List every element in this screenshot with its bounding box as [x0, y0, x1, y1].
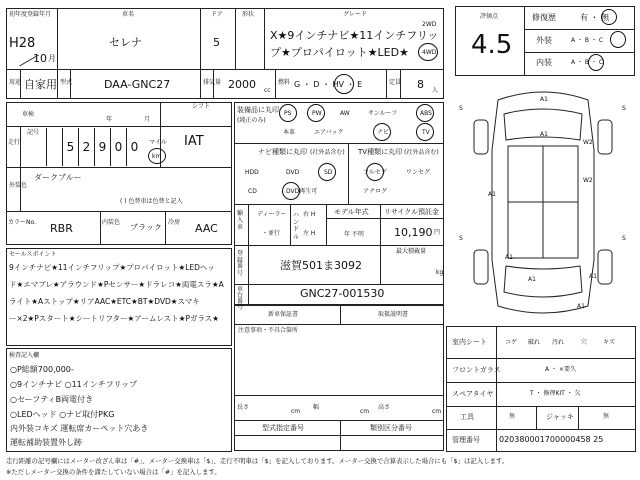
dimensions-block	[234, 395, 444, 451]
tv-fullseg: フルセグ	[363, 169, 387, 176]
body-type-label: 形状	[242, 11, 255, 18]
drive-4wd-circle	[418, 43, 438, 61]
navi-dvd: DVD	[286, 169, 300, 176]
mile-label: マイル	[149, 139, 167, 146]
month-unit: 月	[48, 54, 56, 63]
mileage-digits	[46, 128, 146, 166]
fuel-label: 燃料	[278, 79, 291, 86]
jack-value: 無	[603, 413, 610, 420]
equip-tv-circle	[416, 123, 434, 141]
inspector-line-6: 運転補助装置外し跡	[10, 438, 82, 447]
doors-value: 5	[213, 36, 220, 49]
windshield-value: A ・ ×要久	[545, 366, 576, 373]
model-year-label: モデル年式	[334, 208, 369, 216]
drive-4wd: 4WD	[422, 49, 437, 56]
diag-label-4: W2	[583, 177, 593, 184]
equipment-title: 装備品に丸印	[237, 106, 279, 114]
height-unit: cm	[432, 408, 442, 415]
fuel-hv-circle	[334, 74, 354, 94]
windshield-label: フロントガラス	[452, 366, 501, 374]
tv-analog: アナログ	[363, 188, 388, 195]
repair-options: 有 ・ 無	[580, 13, 610, 22]
drive-2wd: 2WD	[422, 21, 437, 28]
navi-note: (社外品含む)	[310, 149, 345, 156]
shaken-month-unit: 月	[144, 116, 151, 123]
equip-navi-circle	[373, 123, 391, 141]
grade-line-2: プ★プロパイロット★LED★	[270, 46, 409, 59]
equip-leather: 本革	[283, 129, 296, 136]
navi-dvd-play: DVD再生可	[286, 188, 318, 195]
mgmt-value: 020380001700000458 25	[499, 435, 604, 444]
repair-none-circle	[601, 9, 617, 25]
diag-label-5: A1	[488, 191, 496, 198]
exterior-grade-options: A ・ B ・ C	[571, 37, 604, 44]
notes-title: 注意事項・不具合箇所	[238, 327, 299, 334]
capacity-label: 定員	[389, 79, 402, 86]
recycle-label: リサイクル預託金	[384, 208, 440, 216]
first-reg-month: 10	[33, 52, 47, 65]
diag-label-9: A1	[589, 273, 597, 280]
equip-abs: ABS	[420, 110, 432, 117]
spare-value: T ・ 修理KIT ・ 欠	[530, 390, 581, 397]
shaken-year-unit: 年	[106, 116, 113, 123]
import-parallel: ・並行	[262, 230, 281, 237]
equip-abs-circle	[416, 104, 434, 122]
car-outline-diagram	[468, 80, 618, 324]
digits-label: 記号	[27, 129, 40, 136]
yen-unit: 円	[434, 229, 441, 236]
inspector-line-2: ○9インチナビ ○11インチフリップ	[10, 380, 138, 389]
interior-item-hole: 穴	[581, 339, 588, 346]
interior-color-label: 内装色	[102, 219, 121, 226]
import-dealer: ディーラー	[257, 211, 287, 218]
mileage-digit-cell: 0	[126, 128, 142, 166]
equip-airbag: エアバック	[314, 129, 344, 136]
interior-item-scorch: コゲ	[505, 339, 518, 346]
equip-sunroof: サンルーフ	[368, 110, 398, 117]
equip-ps: PS	[284, 110, 292, 117]
equip-pw: PW	[312, 110, 322, 117]
interior-grade-label: 内装	[536, 58, 552, 67]
max-load-label: 最大積載量	[396, 248, 427, 255]
equip-tv: TV	[422, 129, 430, 136]
score-label: 評価点	[480, 13, 499, 20]
mileage-digit-cell	[46, 128, 62, 166]
footer-line-2: ※ただしメーター交換の条件を満たしていない場合は「#」を記入します。	[6, 468, 221, 476]
recycle-value: 10,190	[394, 226, 433, 239]
model-year-value: 年 不明	[344, 231, 364, 238]
tv-oneseg: ワンセグ	[406, 169, 431, 176]
footer-line-1: 走行距離の記号欄にはメーター改ざん車は「#」、メーター交換車は「$」、走行不明車は「$」を記入しております。メーター交換で合算表示した場合にも「$」は記入します。	[6, 457, 509, 465]
designated-label: 型式指定番号	[262, 424, 304, 432]
diag-label-7: A1	[528, 276, 536, 283]
first-reg-label: 初年度登録年月	[9, 11, 52, 18]
reg-no-value: 滋賀501ま3092	[280, 259, 362, 272]
equip-aw: AW	[340, 110, 350, 117]
shaken-label: 車検	[22, 111, 35, 118]
inspector-line-4: ○LEDヘッド ○ナビ取付PKG	[10, 410, 115, 419]
sales-point-line-3: ライト★Aストップ★リアAAC★ETC★BT★DVD★スマキ	[9, 297, 200, 306]
navi-cd: CD	[248, 188, 257, 195]
interior-b-circle	[588, 54, 604, 71]
model-label: 型式	[60, 79, 73, 86]
navi-dvd-play-circle	[282, 182, 300, 200]
equip-pw-circle	[307, 104, 325, 122]
km-circle	[148, 148, 166, 164]
grade-label: グレード	[343, 11, 368, 18]
handle-left: 左 H	[303, 230, 316, 237]
navi-sd-circle	[318, 163, 336, 181]
mileage-digit-cell: 2	[78, 128, 94, 166]
warranty-row	[234, 305, 444, 325]
shift-value: IAT	[184, 134, 204, 149]
equip-navi: ナビ	[377, 129, 390, 136]
chassis-label: 車台番号	[237, 286, 244, 311]
exterior-color-value: ダークブルー	[34, 173, 82, 182]
model-value: DAA-GNC27	[104, 78, 171, 91]
usage-value: 自家用	[24, 78, 57, 91]
displacement-label: 排気量	[203, 79, 222, 86]
fuel-options: G ・ D ・ HV ・ E	[294, 80, 363, 89]
diag-label-8: A1	[577, 303, 585, 310]
sales-point-line-2: ド★エマブレ★アラウンド★Pセンサー★ドラレコ★両電スラ★A	[9, 280, 224, 289]
import-label: 輸入車	[237, 210, 244, 232]
interior-sheet-label: 室内シート	[452, 338, 487, 346]
repair-label: 修復歴	[532, 13, 556, 22]
handle-right: 右 H	[303, 211, 316, 218]
inspector-line-3: ○セーフティB両電付き	[10, 395, 94, 404]
side-mark-bl: S	[459, 235, 463, 242]
notes-block	[234, 324, 444, 396]
grade-line-1: X★9インチナビ★11インチフリッ	[270, 29, 439, 42]
tv-fullseg-circle	[366, 163, 384, 181]
mileage-digit-cell: 0	[110, 128, 126, 166]
exterior-color-label: 外装色	[9, 182, 28, 189]
width-unit: cm	[360, 408, 370, 415]
usage-label: 用途	[9, 79, 22, 86]
width-label: 幅	[313, 404, 320, 411]
tv-title: TV種類に丸印	[358, 148, 403, 156]
ac-label: 冷房	[168, 219, 181, 226]
mileage-digit-cell: 5	[62, 128, 78, 166]
score-value: 4.5	[471, 30, 513, 60]
ac-value: AAC	[195, 222, 218, 235]
doors-label: ドア	[211, 11, 223, 18]
interior-item-scratch: キズ	[603, 339, 615, 346]
sales-point-title: セールスポイント	[9, 251, 57, 258]
sales-point-line-1: 9インチナビ★11インチフリップ★プロパイロット★LEDヘッ	[9, 263, 215, 272]
diag-label-1: A1	[540, 96, 548, 103]
kg-unit: kg	[436, 269, 444, 276]
tools-label: 工具	[460, 413, 474, 421]
equip-ps-circle	[279, 104, 297, 122]
km-label: km	[152, 153, 162, 160]
side-mark-br: S	[622, 235, 626, 242]
navi-sd: SD	[324, 169, 333, 176]
interior-grade-options: A ・ B ・ C	[571, 59, 604, 66]
inspector-line-5: 内外装コキズ 運転席カーペット穴あき	[10, 424, 149, 433]
chassis-value: GNC27-001530	[300, 287, 385, 300]
length-unit: cm	[291, 408, 301, 415]
tv-note: (社外品含む)	[404, 149, 439, 156]
diag-label-6: A1	[505, 254, 513, 261]
exterior-c-circle	[610, 31, 626, 48]
car-name-label: 車名	[122, 11, 135, 18]
height-label: 高さ	[378, 404, 391, 411]
shift-label: シフト	[192, 103, 211, 110]
jack-label: ジャッキ	[546, 413, 574, 421]
reg-no-label: 登録番号	[237, 250, 244, 277]
manual-label: 取扱説明書	[378, 311, 409, 318]
color-note: ( ) 色替車は色替と記入	[120, 198, 183, 205]
tools-value: 無	[509, 413, 516, 420]
category-label: 類別区分番号	[370, 424, 412, 432]
capacity-unit: 人	[432, 87, 439, 94]
color-no-value: RBR	[50, 222, 73, 235]
color-no-label: カラーNo.	[8, 219, 36, 226]
interior-color-value: ブラック	[130, 223, 162, 232]
warranty-label: 新車保証書	[268, 311, 299, 318]
spare-label: スペアタイヤ	[452, 390, 494, 398]
mileage-digit-cell: 9	[94, 128, 110, 166]
interior-item-tear: 破れ	[528, 339, 541, 346]
side-mark-tr: S	[622, 105, 626, 112]
mileage-label: 走行	[8, 139, 21, 146]
first-reg-era: H28	[9, 36, 36, 51]
cc-unit: cc	[264, 87, 271, 94]
navi-hdd: HDD	[245, 169, 259, 176]
displacement-value: 2000	[228, 78, 256, 91]
navi-title: ナビ種類に丸印	[258, 148, 307, 156]
car-name: セレナ	[109, 36, 142, 49]
length-label: 長さ	[237, 404, 250, 411]
exterior-grade-label: 外装	[536, 36, 552, 45]
mgmt-label: 管理番号	[452, 436, 480, 444]
diag-label-3: W2	[583, 139, 593, 146]
inspector-title: 検査記入欄	[9, 352, 40, 359]
handle-label: ハンドル	[293, 212, 300, 241]
interior-item-stain: 汚れ	[552, 339, 565, 346]
diag-label-2: A1	[540, 131, 548, 138]
inspector-line-1: ○P総額700,000-	[10, 365, 74, 374]
side-mark-tl: S	[459, 105, 463, 112]
sales-point-line-4: ー×2★Pスタート★シートリフター★アームレスト★Pガラス★	[9, 314, 220, 323]
capacity-value: 8	[417, 78, 424, 91]
equipment-subtitle: (純正のみ)	[237, 117, 266, 124]
